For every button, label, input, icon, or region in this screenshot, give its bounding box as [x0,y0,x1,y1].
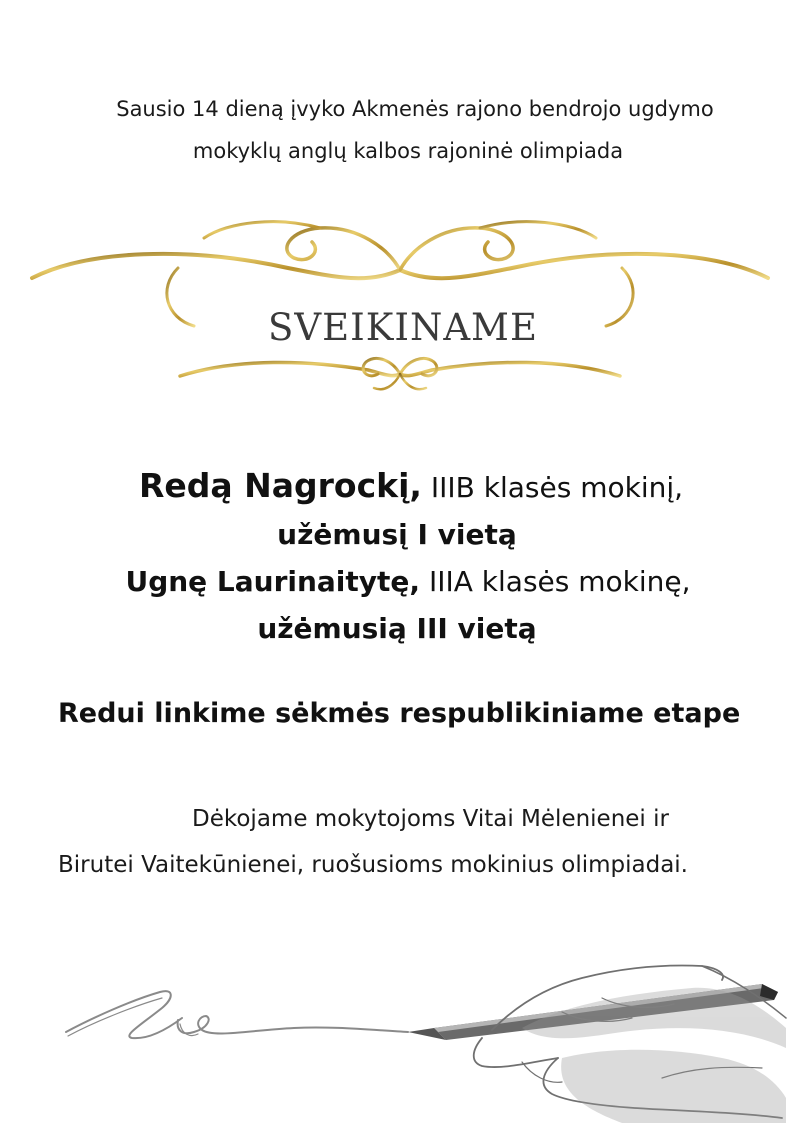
intro-line-1: Sausio 14 dieną įvyko Akmenės rajono bendrojo ugdymo [116,97,714,121]
intro-text [0,88,794,172]
honors-block [0,462,794,652]
hand-writing-with-pen-icon [62,958,787,1123]
student-2-class: IIIA klasės mokinę, [420,565,691,598]
intro-line-2: mokyklų anglų kalbos rajoninė olimpiada [192,139,624,163]
student-1-place: užėmusį I vietą [277,518,517,551]
student-1-line [0,462,794,511]
student-1-name: Redą Nagrockį, [138,466,422,505]
student-2-line [0,558,794,605]
thanks-text [0,796,794,888]
student-1-class: IIIB klasės mokinį, [421,471,684,504]
banner-title: SVEIKINAME [268,306,538,349]
student-2-name: Ugnę Laurinaitytę, [125,565,421,598]
thanks-line-2: Birutei Vaitekūnienei, ruošusioms mokinius olimpiadai. [58,852,688,878]
thanks-line-1: Dėkojame mokytojoms Vitai Mėlenienei ir [192,806,669,832]
wish-text: Redui linkime sėkmės respublikiniame etape [58,698,741,729]
student-2-place: užėmusią III vietą [257,612,537,645]
gold-ornament-frame-icon [28,208,772,394]
